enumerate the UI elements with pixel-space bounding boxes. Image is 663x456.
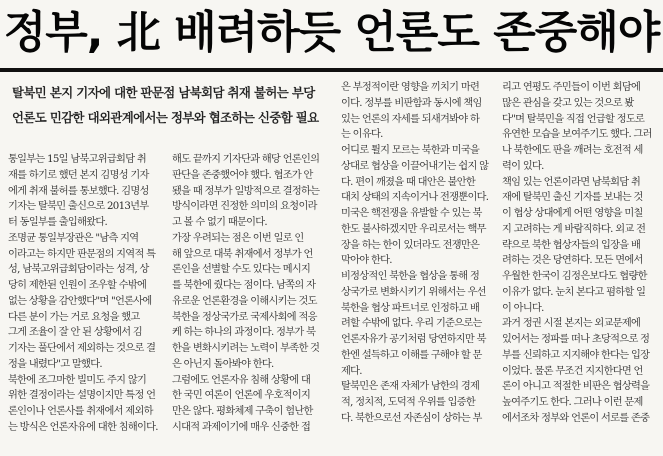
article-line: 막아야 한다.	[341, 255, 392, 267]
article-line: 이라고는 하지만 판문점의 지역적 특	[8, 248, 156, 260]
article-line: 다. 북한으로선 자존심이 상하는 부	[341, 412, 482, 424]
article-line: 조명균 통일부장관은 "남측 지역	[8, 232, 139, 244]
article-line: 에게 취재 불허를 통보했다. 김명성	[8, 185, 149, 197]
article-line: 탈북민은 존재 자체가 남한의 경제	[341, 381, 480, 393]
article-line: 높여주기도 한다. 그러나 이런 문제	[502, 397, 643, 408]
article-line: 상국가로 변화시키기 위해서는 우선	[341, 286, 486, 298]
article-line: 성, 남북고위급회담이라는 성격, 상	[8, 264, 149, 276]
article-line: 제다.	[341, 365, 362, 377]
article-line: 과거 정권 시절 본지는 외교문제에	[502, 318, 641, 330]
article-line: 은 아닌지 돌아봐야 한다.	[172, 358, 274, 370]
article-column-2	[172, 152, 332, 436]
article-line: 이다. 정부를 비판함과 동시에 책임	[341, 97, 482, 109]
article-line: 나 북한에도 판을 깨려는 호전적 세	[502, 145, 643, 156]
article-line: 해 앞으로 대북 취재에서 정부가 언	[172, 248, 313, 260]
article-line: 상대로 협상을 이끌어내기는 쉽지 않	[341, 160, 489, 172]
subheadline-line: 탈북민 본지 기자에 대한 판문점 남북회담 취재 불허는 부당	[12, 85, 315, 100]
headline: 정부, 北 배려하듯 언론도 존중해야	[3, 7, 660, 58]
article-line: 에서조차 정부와 언론이 서로를 존중	[502, 412, 650, 424]
article-line: 북한을 협상 파트너로 인정하고 배	[341, 302, 480, 314]
article-line: 가장 우려되는 점은 이번 일로 인	[172, 232, 304, 244]
article-line: 됐을 때 정부가 일방적으로 결정하는	[172, 185, 320, 197]
article-column-1	[8, 152, 166, 436]
article-line: 그럼에도 언론자유 침해 상황에 대	[172, 374, 311, 386]
article-line: 재에 탈북민 출신 기자를 보내는 것	[502, 192, 643, 204]
article-line: 기자는 풀단에서 제외하는 것으로 결	[8, 343, 156, 354]
article-line: 판단을 존중했어야 했다. 협조가 안	[172, 169, 313, 181]
article-line: 북한을 정상국가로 국제사회에 적응	[172, 311, 317, 323]
article-line: 그게 조율이 잘 안 된 상황에서 김	[8, 327, 143, 339]
article-line: 있어서는 정파를 떠나 초당적으로 정	[502, 334, 650, 345]
article-line: 없는 상황을 감안했다"며 "언론사에	[8, 295, 152, 307]
article-line: 이유가 없다. 눈치 본다고 폄하할 일	[502, 286, 646, 298]
article-line: 방식이라면 진정한 의미의 요청이라	[172, 201, 317, 213]
article-line: 언론자유가 공기처럼 당연하지만 북	[341, 334, 486, 345]
article-column-3	[341, 80, 494, 427]
article-line: 한 국민 여론이 언론에 우호적이지	[172, 390, 311, 402]
subheadline	[12, 80, 332, 130]
article-line: 한도 불사하겠지만 우리로서는 핵무	[341, 223, 486, 235]
article-line: 기자는 탈북민 출신으로 2013년부	[8, 201, 149, 213]
article-line: 는 이유다.	[341, 129, 383, 141]
article-line: 정을 내렸다"고 말했다.	[8, 358, 102, 370]
article-column-4	[502, 80, 658, 427]
article-line: 다"며 탈북민을 직접 언급할 정도로	[502, 113, 645, 125]
article-line: 적, 정치적, 도덕적 우위를 입증한	[341, 397, 476, 408]
article-line: 장을 하는 한이 있더라도 전쟁만은	[341, 239, 480, 251]
article-line: 는 방식은 언론자유에 대한 침해이다.	[8, 421, 158, 433]
article-line: 책임 있는 언론이라면 남북회담 취	[502, 176, 641, 188]
article-line: 터 동일부를 출입해왔다.	[8, 217, 108, 228]
article-line: 어디로 튈지 모르는 북한과 미국을	[341, 145, 480, 156]
article-line: 력이 있다.	[502, 160, 544, 172]
article-line: 리고 연평도 주민들이 이번 회담에	[502, 82, 641, 93]
article-line: 은 부정적이란 영향을 끼치기 마련	[341, 82, 480, 93]
article-line: 한엔 설득하고 이해를 구해야 할 문	[341, 349, 482, 361]
article-line: 론인을 선별할 수도 있다는 메시지	[172, 264, 311, 276]
article-line: 부를 신뢰하고 지지해야 한다는 입장	[502, 349, 650, 361]
article-line: 략으로 북한 협상자들의 입장을 배	[502, 239, 641, 251]
article-line: 미국은 핵전쟁을 유발할 수 있는 북	[341, 208, 482, 219]
article-line: 를 북한에 줬다는 점이다. 남쪽의 자	[172, 280, 316, 291]
article-line: 위한 결정이라는 설명이지만 특정 언	[8, 390, 156, 402]
article-line: 이 협상 상대에게 어떤 영향을 미칠	[502, 208, 643, 219]
article-line: 우월한 한국이 김정은보다도 협량한	[502, 271, 647, 282]
article-line: 비정상적인 북한을 협상을 통해 정	[341, 271, 480, 282]
article-line: 이 아니다.	[502, 302, 544, 314]
article-line: 재를 하기로 했던 본지 김명성 기자	[8, 169, 149, 181]
article-line: 대치 상태의 지속이거나 전쟁뿐이다.	[341, 192, 489, 204]
article-line: 유연한 모습을 보여주기도 했다. 그러	[502, 129, 652, 141]
article-line: 이었다. 물론 무조건 지지한다면 언	[502, 365, 643, 377]
article-line: 당히 제한된 인원이 조우할 수밖에	[8, 280, 147, 291]
subheadline-line: 언론도 민감한 대외관계에서는 정부와 협조하는 신중함 필요	[12, 110, 319, 125]
article-line: 론이 아니고 적절한 비판은 협상력을	[502, 381, 650, 393]
headline-divider	[0, 68, 663, 72]
article-line: 만은 않다. 평화체제 구축이 험난한	[172, 406, 313, 417]
article-line: 북한에 조그마한 빌미도 주지 않기	[8, 374, 147, 386]
article-line: 통일부는 15일 남북고위급회담 취	[8, 154, 147, 165]
article-line: 시대적 과제이기에 매우 신중한 접	[172, 421, 311, 433]
article-line: 지 고려하는 게 바람직하다. 외교 전	[502, 223, 646, 235]
article-line: 유로운 언론환경을 이해시키는 것도	[172, 295, 317, 307]
article-line: 해도 끝까지 기자단과 해당 언론인의	[172, 154, 320, 165]
article-line: 있는 언론의 자세를 되새겨봐야 하	[341, 113, 480, 125]
article-line: 고 볼 수 없기 때문이다.	[172, 217, 267, 228]
article-line: 다. 편이 깨졌을 때 대안은 불안한	[341, 176, 476, 188]
article-line: 다른 분이 가는 거로 요청을 했고	[8, 311, 140, 323]
article-line: 케 하는 하나의 과정이다. 정부가 북	[172, 327, 316, 339]
article-line: 려할 수밖에 없다. 우리 기준으로는	[341, 318, 482, 330]
article-line: 한을 변화시키려는 노력이 부족한 것	[172, 343, 320, 354]
article-line: 론인이나 언론사를 취재에서 제외하	[8, 406, 153, 417]
article-line: 많은 관심을 갖고 있는 것으로 봤	[502, 97, 634, 109]
article-line: 려하는 것은 당연하다. 모든 면에서	[502, 255, 643, 267]
